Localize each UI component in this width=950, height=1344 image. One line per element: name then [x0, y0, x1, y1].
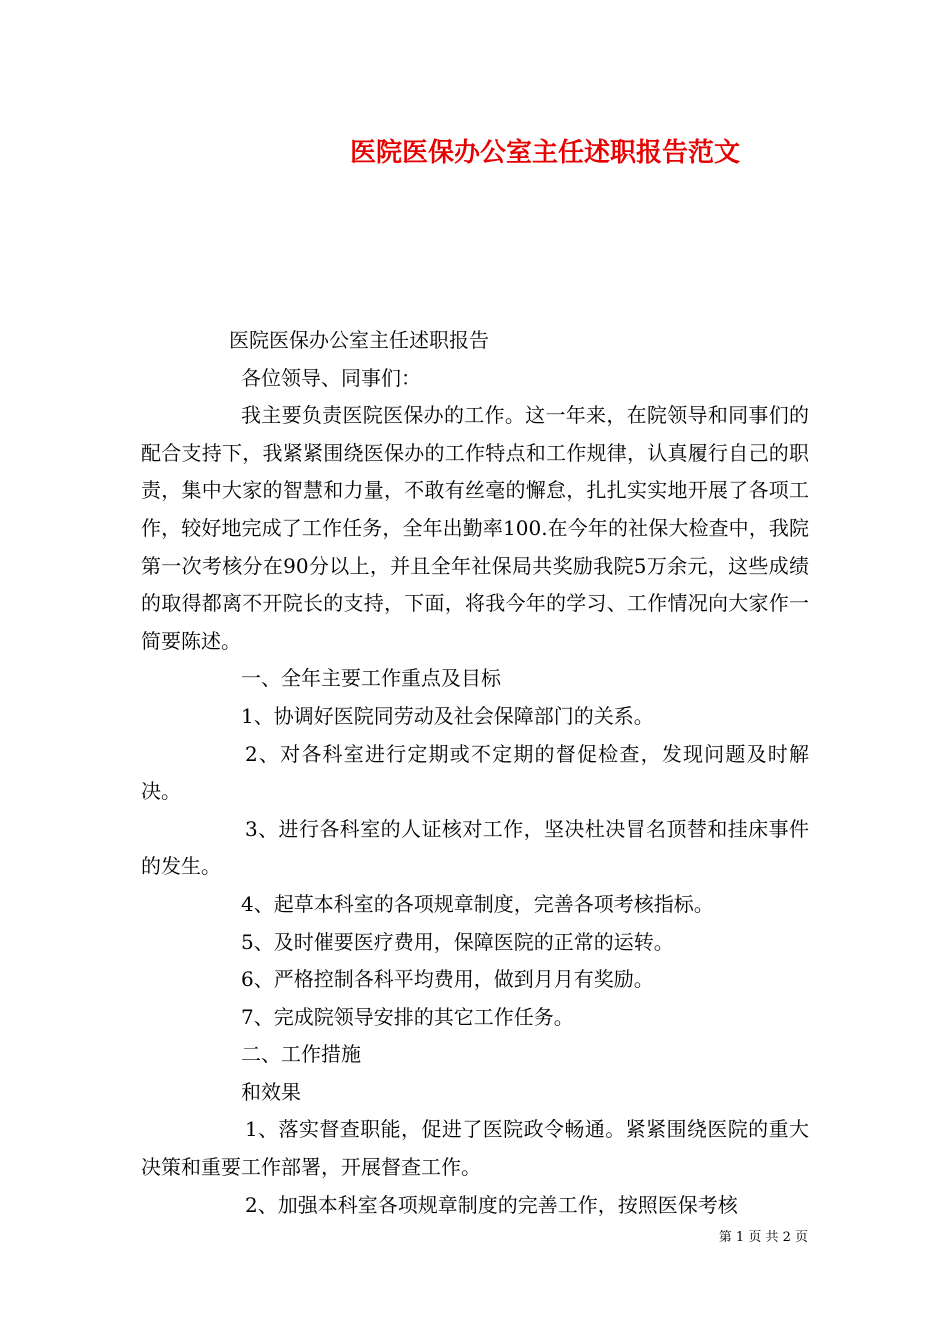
list-item: 5、及时催要医疗费用，保障医院的正常的运转。 [241, 929, 674, 954]
document-body [141, 322, 809, 1224]
section-heading-1: 一、全年主要工作重点及目标 [241, 666, 501, 691]
list-item: 4、起草本科室的各项规章制度，完善各项考核指标。 [241, 891, 714, 916]
paragraph-intro: 我主要负责医院医保办的工作。这一年来，在院领导和同事们的配合支持下，我紧紧围绕医保办的工作特点和工作规律，认真履行自己的职责，集中大家的智慧和力量，不敢有丝毫的懈怠，扎扎实实地开展了各项工作，较好地完成了工作任务，全年出勤率100.在今年的社保大检查中，我院第一次考核分在90分以上，并且全年社保局共奖励我院5万余元，这些成绩的取得都离不开院长的支持，下面，将我今年的学习、工作情况向大家作一简要陈述。 [141, 403, 809, 653]
list-item: 2、加强本科室各项规章制度的完善工作，按照医保考核 [245, 1192, 738, 1217]
list-item: 2、对各科室进行定期或不定期的督促检查，发现问题及时解决。 [141, 741, 809, 804]
salutation: 各位领导、同事们： [241, 365, 421, 390]
section-heading-2: 二、工作措施 [241, 1042, 361, 1067]
list-item: 3、进行各科室的人证核对工作，坚决杜决冒名顶替和挂床事件的发生。 [141, 816, 809, 879]
page-number-footer: 第 1 页 共 2 页 [718, 1230, 808, 1245]
report-subtitle: 医院医保办公室主任述职报告 [229, 328, 489, 352]
list-item: 1、协调好医院同劳动及社会保障部门的关系。 [241, 703, 654, 728]
document-title: 医院医保办公室主任述职报告范文 [349, 138, 740, 168]
list-item: 7、完成院领导安排的其它工作任务。 [241, 1004, 574, 1029]
list-item: 1、落实督查职能，促进了医院政令畅通。紧紧围绕医院的重大决策和重要工作部署，开展督查工作。 [141, 1117, 809, 1180]
section-heading-2-continued: 和效果 [241, 1079, 301, 1104]
list-item: 6、严格控制各科平均费用，做到月月有奖励。 [241, 967, 654, 992]
